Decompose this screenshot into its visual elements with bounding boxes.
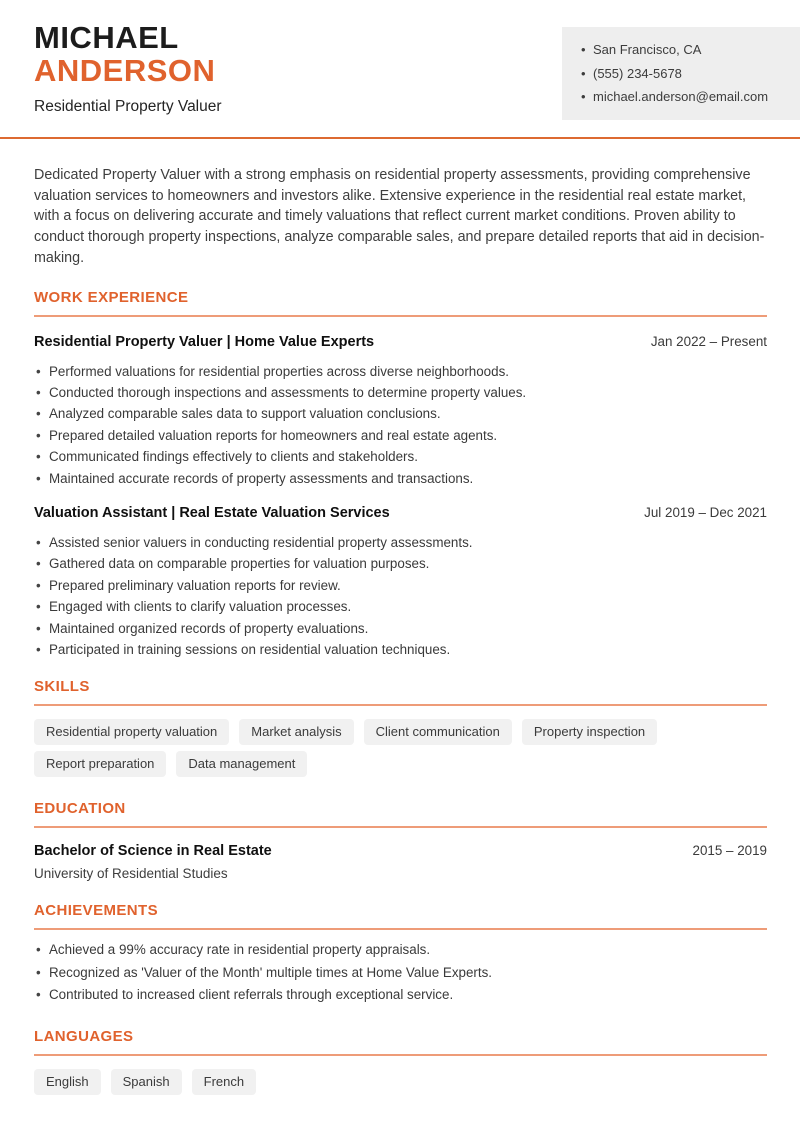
job-bullet: • Assisted senior valuers in conducting residential property assessments. [34,532,767,553]
job-bullet: • Communicated findings effectively to clients and stakeholders. [34,446,767,467]
skill-tag: Report preparation [34,751,166,777]
achievements-bullet-list [34,939,767,1007]
achievement-bullet: • Recognized as 'Valuer of the Month' multiple times at Home Value Experts. [34,962,767,985]
job-title: Valuation Assistant | Real Estate Valuation Services [34,504,390,521]
education-header [34,842,767,861]
job-entry [34,333,767,489]
contact-email: • michael.anderson@email.com [581,85,786,109]
job-bullet: • Prepared preliminary valuation reports for review. [34,575,767,596]
skill-tag: Market analysis [239,719,353,745]
section-languages [34,1028,767,1095]
contact-list [581,38,786,109]
resume-body [0,165,800,1095]
job-dates: Jul 2019 – Dec 2021 [644,504,767,520]
work-experience-heading: WORK EXPERIENCE [34,289,767,317]
school-name: University of Residential Studies [34,866,228,882]
summary-paragraph: Dedicated Property Valuer with a strong emphasis on residential property assessments, providing comprehensive valuation services to homeowners and investors alike. Extensive experience in the residential real estate market, with a focus on delivering accurate and timely valuations that reflect current market conditions. Proven ability to conduct thorough property inspections, analyze comparable sales, and prepare detailed reports that aid in decision-making. [34,167,765,266]
skills-tag-list [34,719,767,777]
section-achievements [34,902,767,1007]
job-dates: Jan 2022 – Present [650,333,767,349]
job-header [34,333,767,352]
job-bullet: • Engaged with clients to clarify valuation processes. [34,596,767,617]
contact-card [562,27,800,120]
education-entry [34,842,767,881]
job-bullet: • Maintained organized records of property evaluations. [34,618,767,639]
section-skills [34,678,767,777]
first-name: MICHAEL [34,20,179,55]
job-bullet: • Participated in training sessions on residential valuation techniques. [34,639,767,660]
education-heading: EDUCATION [34,800,767,828]
languages-heading: LANGUAGES [34,1028,767,1056]
education-dates: 2015 – 2019 [692,843,767,859]
language-tag: English [34,1069,101,1095]
degree-title: Bachelor of Science in Real Estate [34,843,272,860]
achievement-bullet: • Achieved a 99% accuracy rate in residential property appraisals. [34,939,767,962]
job-bullet: • Maintained accurate records of property assessments and transactions. [34,468,767,489]
candidate-name [34,21,215,87]
job-bullet: • Prepared detailed valuation reports for homeowners and real estate agents. [34,425,767,446]
last-name: ANDERSON [34,53,216,88]
languages-tag-list [34,1069,767,1095]
skill-tag: Residential property valuation [34,719,229,745]
job-bullet: • Gathered data on comparable properties for valuation purposes. [34,553,767,574]
language-tag: French [192,1069,256,1095]
language-tag: Spanish [111,1069,182,1095]
section-work-experience [34,289,767,661]
job-bullet: • Performed valuations for residential properties across diverse neighborhoods. [34,361,767,382]
contact-location: • San Francisco, CA [581,38,786,62]
skills-heading: SKILLS [34,678,767,706]
candidate-job-title: Residential Property Valuer [34,98,222,115]
achievement-bullet: • Contributed to increased client referrals through exceptional service. [34,984,767,1007]
contact-phone: • (555) 234-5678 [581,62,786,86]
job-entry [34,504,767,660]
job-bullet: • Analyzed comparable sales data to support valuation conclusions. [34,403,767,424]
section-education [34,800,767,881]
resume-header [0,0,800,139]
skill-tag: Data management [176,751,307,777]
job-bullet-list [34,532,767,660]
skill-tag: Client communication [364,719,512,745]
skill-tag: Property inspection [522,719,657,745]
job-title: Residential Property Valuer | Home Value Experts [34,333,375,350]
job-header [34,504,767,523]
job-bullet: • Conducted thorough inspections and assessments to determine property values. [34,382,767,403]
job-bullet-list [34,361,767,489]
achievements-heading: ACHIEVEMENTS [34,902,767,930]
